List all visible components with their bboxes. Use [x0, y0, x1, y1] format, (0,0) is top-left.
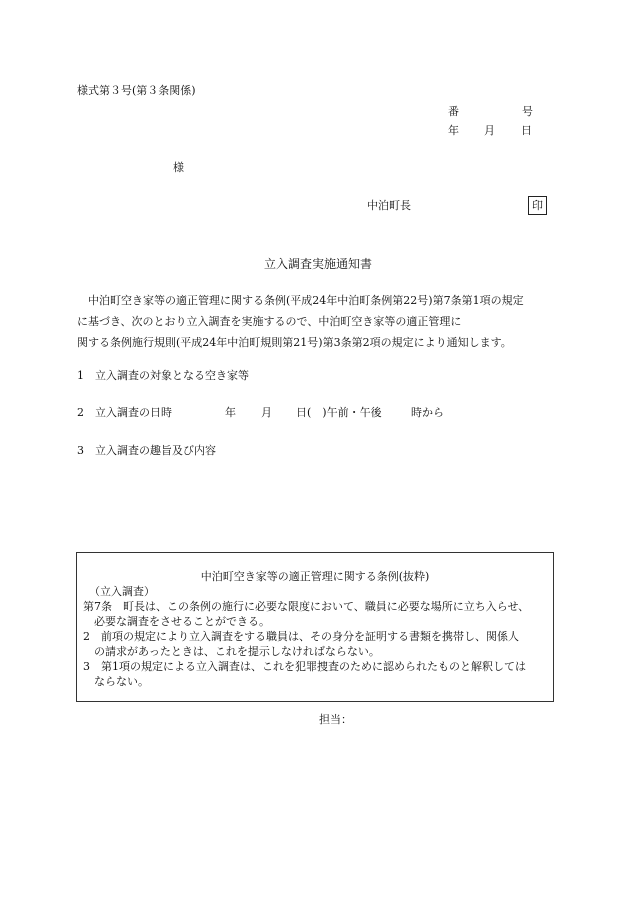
item-3-number: 3	[77, 444, 84, 457]
body-line-1: 中泊町空き家等の適正管理に関する条例(平成24年中泊町条例第22号)第7条第1項の規定	[88, 294, 524, 307]
number-kanji-ban: 番	[448, 105, 459, 118]
date-year-label: 年	[448, 124, 459, 137]
body-line-2: に基づき、次のとおり立入調査を実施するので、中泊町空き家等の適正管理に	[77, 315, 462, 328]
item-2-number: 2	[77, 406, 84, 419]
body-line-3: 関する条例施行規則(平成24年中泊町規則第21号)第3条第2項の規定により通知します。	[77, 336, 512, 349]
item-1-number: 1	[77, 369, 84, 382]
date-month-label: 月	[484, 124, 495, 137]
document-title: 立入調査実施通知書	[264, 257, 373, 271]
item-2-text: 立入調査の日時	[95, 406, 172, 419]
item-3-text: 立入調査の趣旨及び内容	[95, 444, 216, 457]
addressee-suffix: 様	[173, 161, 184, 174]
excerpt-line-5: の請求があったときは、これを提示しなければならない。	[83, 645, 380, 658]
contact-label: 担当：	[319, 713, 352, 726]
number-kanji-go: 号	[522, 105, 533, 118]
excerpt-line-7: ならない。	[83, 675, 149, 688]
date-day-label: 日	[521, 124, 532, 137]
excerpt-line-4: 2 前項の規定により立入調査をする職員は、その身分を証明する書類を携帯し、関係人	[83, 630, 519, 643]
excerpt-line-3: 必要な調査をさせることができる。	[83, 615, 270, 628]
excerpt-line-1: （立入調査）	[89, 585, 155, 598]
excerpt-line-2: 第7条 町長は、この条例の施行に必要な限度において、職員に必要な場所に立ち入らせ、	[83, 600, 530, 613]
item-2-year: 年	[225, 406, 236, 419]
form-number: 様式第３号(第３条関係)	[77, 84, 196, 97]
seal-mark: 印	[528, 196, 547, 215]
body-paragraph	[77, 290, 561, 353]
item-2-month: 月	[261, 406, 272, 419]
item-2-time: 時から	[411, 406, 444, 419]
ordinance-excerpt-box	[76, 552, 554, 702]
item-1-text: 立入調査の対象となる空き家等	[95, 369, 249, 382]
item-2-day-ampm: 日( )午前・午後	[296, 406, 382, 419]
excerpt-title: 中泊町空き家等の適正管理に関する条例(抜粋)	[200, 570, 430, 583]
sender-name: 中泊町長	[367, 199, 411, 212]
excerpt-line-6: 3 第1項の規定による立入調査は、これを犯罪捜査のために認められたものと解釈しては	[83, 660, 526, 673]
